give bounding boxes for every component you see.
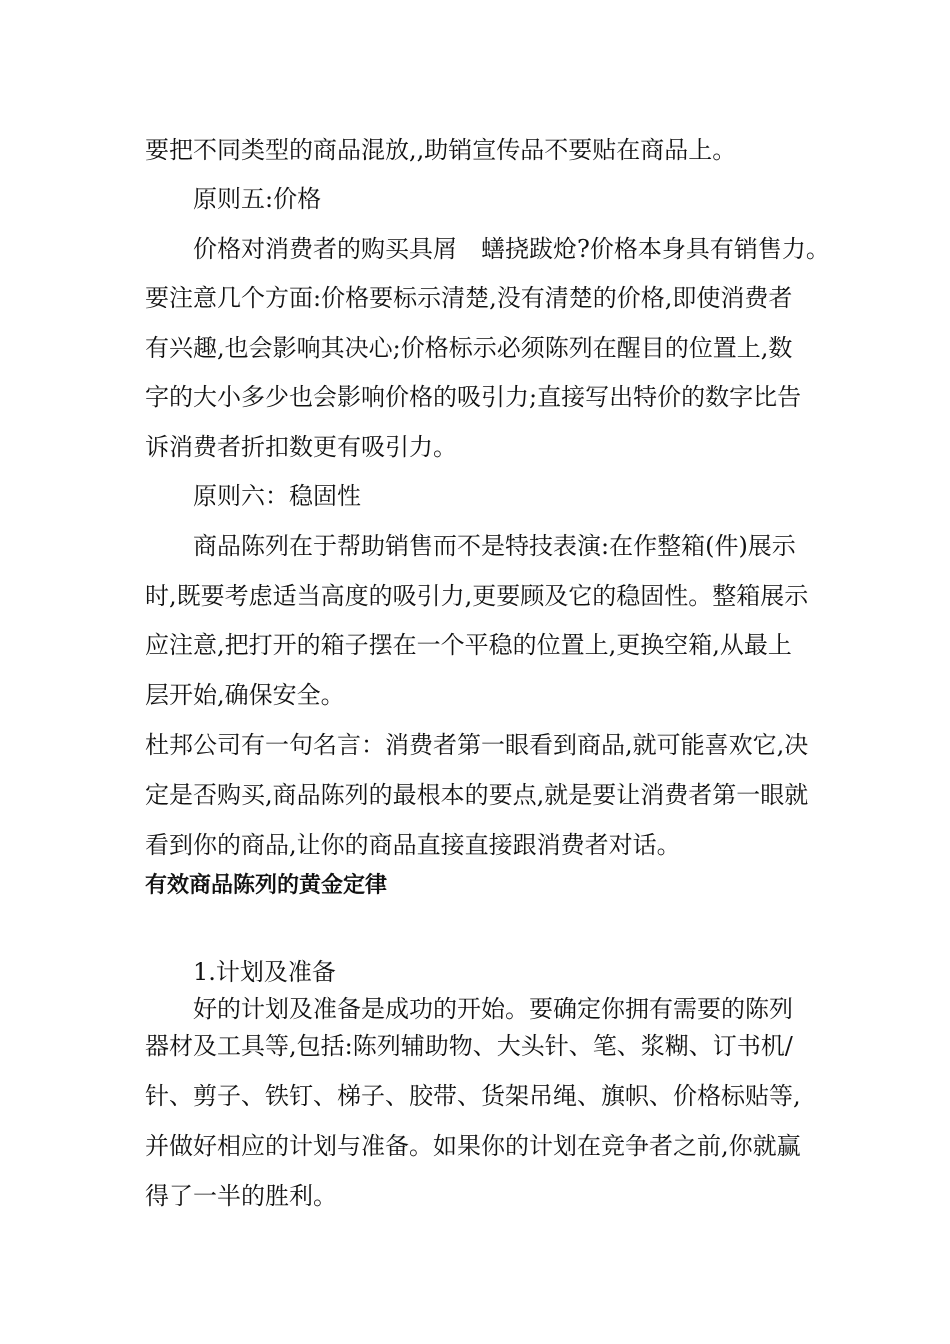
paragraph-line: 字的大小多少也会影响价格的吸引力;直接写出特价的数字比告 xyxy=(145,383,802,411)
paragraph-line: 价格对消费者的购买具屑 蟮挠跋炝?价格本身具有销售力。 xyxy=(193,235,830,263)
paragraph-line: 针、剪子、铁钉、梯子、胶带、货架吊绳、旗帜、价格标贴等, xyxy=(145,1082,801,1110)
paragraph-line: 诉消费者折扣数更有吸引力。 xyxy=(145,433,457,461)
paragraph-line: 时,既要考虑适当高度的吸引力,更要顾及它的稳固性。整箱展示 xyxy=(145,582,809,610)
paragraph-line: 并做好相应的计划与准备。如果你的计划在竞争者之前,你就赢 xyxy=(145,1132,801,1160)
paragraph-line: 要把不同类型的商品混放,,助销宣传品不要贴在商品上。 xyxy=(145,136,737,164)
paragraph-line: 定是否购买,商品陈列的最根本的要点,就是要让消费者第一眼就 xyxy=(145,781,809,809)
section-heading-principle-5: 原则五:价格 xyxy=(193,185,322,213)
section-title: 有效商品陈列的黄金定律 xyxy=(145,873,388,898)
paragraph-line: 看到你的商品,让你的商品直接直接跟消费者对话。 xyxy=(145,831,681,859)
paragraph-line: 杜邦公司有一句名言：消费者第一眼看到商品,就可能喜欢它,决 xyxy=(145,731,809,759)
paragraph-line: 要注意几个方面:价格要标示清楚,没有清楚的价格,即使消费者 xyxy=(145,284,793,312)
paragraph-line: 有兴趣,也会影响其决心;价格标示必须陈列在醒目的位置上,数 xyxy=(145,334,793,362)
paragraph-line: 得了一半的胜利。 xyxy=(145,1182,337,1210)
paragraph-line: 好的计划及准备是成功的开始。要确定你拥有需要的陈列 xyxy=(193,995,793,1023)
paragraph-line: 应注意,把打开的箱子摆在一个平稳的位置上,更换空箱,从最上 xyxy=(145,631,792,659)
paragraph-line: 器材及工具等,包括:陈列辅助物、大头针、笔、浆糊、订书机/ xyxy=(145,1032,793,1060)
paragraph-line: 层开始,确保安全。 xyxy=(145,681,345,709)
section-heading-principle-6: 原则六：稳固性 xyxy=(193,482,361,510)
subsection-heading: 1.计划及准备 xyxy=(193,958,336,986)
paragraph-line: 商品陈列在于帮助销售而不是特技表演:在作整箱(件)展示 xyxy=(193,532,796,560)
